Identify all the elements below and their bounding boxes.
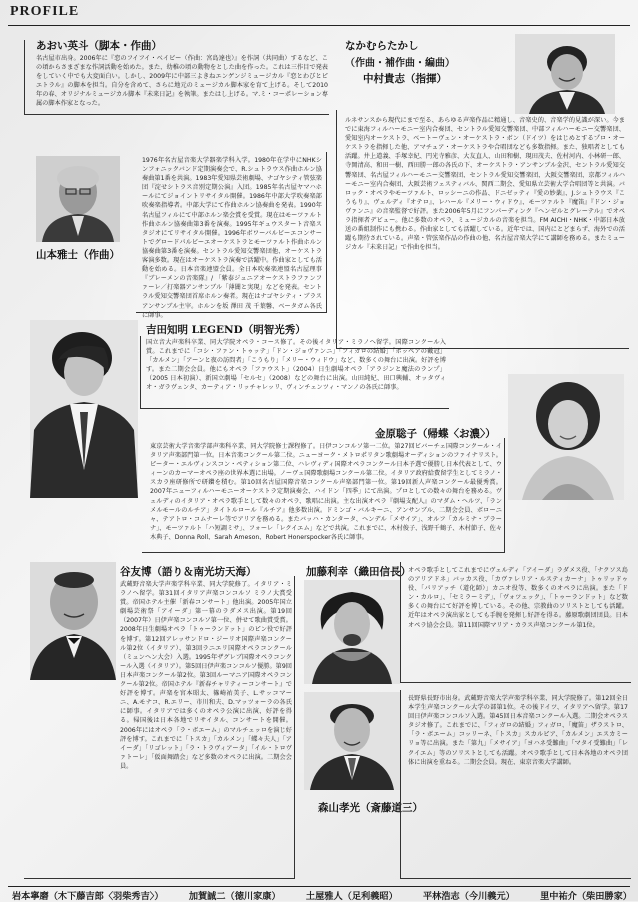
cast-item: 平林浩志（今川義元） [423,891,515,902]
profile-name-tani: 谷友博（語り＆南光坊天海） [120,566,257,578]
yoshida-photo [30,320,138,498]
nakamura-photo [515,34,615,114]
cast-item: 加賀誠二（徳川家康） [188,891,281,902]
cast-item: 里中祐介（柴田勝家） [540,891,632,902]
footer-rule [8,886,630,887]
portrait-image [515,34,615,114]
bracket-tani [24,576,295,879]
bracket-nakamura [336,110,629,349]
moriyama-photo [304,692,400,790]
profile-name-moriyama: 森山孝光（斎藤道三） [318,802,423,814]
profile-name-kanji: 中村貴志（指揮） [363,73,447,85]
profile-name-kanehara: 金原聡子（帰蝶〈お濃〉） [375,428,496,440]
bracket-yamamoto [136,152,327,319]
portrait-image [304,692,400,790]
profile-name-kato: 加藤利幸（織田信長） [306,566,411,578]
kanehara-photo [508,374,624,500]
header-rule [8,25,630,26]
portrait-image [30,320,138,498]
bracket-kanehara [142,438,505,553]
profile-bio-yoshida: 国立音大声楽科卒業、同大学院オペラ・コース修了。その後イタリア・ミラノへ留学。国際コンクール入賞。これまでに「コシ・ファン・トゥッテ」「ドン・ジョヴァンニ」「フィガロの結婚」「ボッベアの戴冠」「カルメン」「アーンと夜の訪問者」「こうもり」「メリー・ウィドウ」など、数多くの舞台に出演。好評を博す。また二期会会員。他にもオペラ「ファウスト」（2004）日生劇場オペラ「アラジンと魔法のランプ」（2005 日本初演）、新国立劇場「セルセ」（2008）などの舞台に出演。山田純紀、田口興輔、オッタヴィオ・ガラヴェンタ、カーティア・リッチャレッリ、ヴィンチェンツィ・マンノの各氏に師事。 [146,339,446,392]
cast-item: 岩本寧磨（木下藤吉郎〈羽柴秀吉〉） [12,891,164,902]
cast-item: 土屋雅人（足利義昭） [305,891,398,902]
profile-bio-kanehara: 東京芸術大学音楽学部声楽科卒業、同大学院修士課程修了。日伊コンコルソ第一二位。第27回ビバーチェ国際コンクール・イタリア声楽部門第一位。日本音楽コンクール第二位。ニューヨーク・メトロポリタン歌劇場オーディションのファイナリスト。ピーター・エルヴィンスコン・ペティション第二位、ハレヴィディ国際オペラコンクール日本予選で優勝し日本代表として、ウィーンのカーマーオペラ座の世界本選に出場。ノーヴェ国際歌劇場コンクール第二位。イタリア政府給費留学生としてミラノ・スカラ座研修所で研鑽を積む。第10回名古屋国際音楽コンクール声楽部門第一位。第19回新人声楽コンクール最優秀賞。2007年ニューフィルハーモニーオーケストラ定期演奏会、ハイドン「四季」にて出演。プロとしての数々の舞台を務める。ヴェルディのイタリア・オペラ歌手として数々のオペラ、歌唱に出演。主な出演オペラ『劇場支配人』のマダム・ヘルツ、「ランメルモールのルチア」タイトルロール『ルチア』他多数出演。ドミンゴ・バルキーニ、アンサンブル、二期会会員、ボローニャ、テアトロ・コムナーレ等でアリアを務める。またバッハ・カンタータ、ヘンデル「メサイア」、オルフ「カルミナ・ブラーナ」、モーツァルト「ハ短調ミサ」、フォーレ「レクイエム」などで共演。これまでに、木村俊子、浅野千鶴子、木村節子、佐々木典子、Donna Roll、Sarah Ameson、Robert Honerspocker各氏に師事。 [150,443,502,541]
profile-nakamura [345,38,495,86]
kato-photo [304,580,400,684]
portrait-image [304,580,400,684]
profile-bio-moriyama: 長野県長野市出身。武蔵野音楽大学声楽学科卒業、同大学院修了。第12回全日本学生声楽コンクール大学の部第1位。その後ドイツ、イタリアへ留学。第17回日伊声楽コンコルソ入選。第45回日本音楽コンクール入選。二期会オペラスタジオ修了。これまでに、「フィガロの結婚」フィガロ、「魔笛」ザラストロ、「ラ・ボエーム」コッリーネ、「トスカ」スカルピア、「カルメン」エスカミーリョ等に出演。また「第九」「メサイア」「ヨハネ受難曲」「マタイ受難曲」「レクイエム」等のソリストとしても活躍。オペラ歌手として日本各地のオペラ団体に出演を重ねる。二期会会員。現在、東京音楽大学講師。 [408,695,628,766]
bracket-moriyama [400,690,631,879]
cast-footer [12,888,632,902]
profile-name: あおい英斗（脚本・作曲） [36,40,162,52]
bracket-kato [400,562,631,683]
profile-role: （作曲・補作曲・編曲） [345,58,455,69]
page-title: PROFILE [10,4,80,19]
profile-name-yamamoto: 山本雅士（作曲） [36,249,120,261]
profile-bio: 名古屋市出身。2006年に『恋のフイフイ・ベイビー（作曲：宮島達也）』を作詞（共同曲）するなど、この頃からさまざまな作詞活動を始めた。また、幼稚の頃の動物をとした曲を作った。これは三作目で発表をしていく中でも大変面白い。しかし、2009年に中部三よきねエンゲンジミュージカル『恋とわびとピエトラル』の脚本を担当。自分を含めて、さらに地元のミュージカル脚本家を育て上げる。そして2010年の春、オリジナルミュージカル脚本『未来日記』を執筆。またはし上げる。マ.ミ・コーポレーション専属の脚本作家となった。 [36,55,328,108]
profile-bio-nakamura: ルネサンスから現代にまで至る、あらゆる声楽作品に精通し、音楽史的、音楽学的見識が深い。今までに東海フィルハーモニー室内合奏団、セントラル愛知交響楽団、中部フィルハーモニー交響楽団、愛知室内オーケストラ、ベートーヴェン・オーケストラ・ボン（ドイツ）をはじめとするプロ・オーケストラを指揮した他、アマチュア・オーケストラや合唱団なども多数指揮。また、独唱者としても活躍。井上道義、手塚幸紀、円光寺雅彦、大友直人、山田和樹、現田茂夫、佐村河内、小林研一郎、寺岡清高、和田一樹、西田勝一郎の各氏の下、オーケストラ・アンサンブル金沢、セントラル愛知交響楽団、名古屋フィルハーモニー交響楽団、セントラル愛知交響楽団、大阪交響楽団、京都フィルハーモニー室内合奏団、大阪芸術フェスティバル、関西二期会、愛知県立芸術大学合唱団等と共演。バロック・オペラやモーツァルト、ロッシーニの作品、ドニゼッティ『愛の妙薬』、J.シュトラウス『こうもり』、ヴェルディ『オテロ』、レハール『メリー・ウィドウ』、モーツァルト『魔笛』『ドン・ジョヴァンニ』の音楽監督で好評。また2006年5月にフンパーディンク『ヘンゼルとグレーテル』でオペラ指揮者デビュー。他に多数のオペラ、ミュージカルの音楽を担当。FM AICHI・NHK・中部日本放送の番組制作にも携わる。作曲家としても活躍している。近年では、国内にとどまらず、海外での活躍も期待されている。声楽・管弦楽作品の作曲の他、名古屋音楽大学にて講師を務める。またミュージカル『未来日記』で作曲を担当。 [345,117,625,252]
profile-bio-yamamoto: 1976年名古屋音楽大学器楽学科入学。1980年在学中にNHKシンフォニックバンド定期演奏会で、R.シュトラウス作曲ホルン協奏曲第1番を共演。1983年愛知県芸術劇場、ナゴヤシティ管弦楽団『淀せシトラス音別定期公演』入団。1985年名古屋ヤマハホールにてジョイントリサイタル開催。1986年中部大学吹奏楽部吹奏楽指導者。中部大学にて作曲ホルン協奏曲を発表。1990年名古屋フィルにて中部ホルン楽会賞を受賞。現在はモーツァルト作曲ホルン協奏曲第3番を演奏。1995年ギュウスタート音楽スタジオにてリサイタル開催。1996年ボワーバルビーエコンサートでグロードパルビーエオーケストラとモーツァルト作曲ホルン協奏曲第3番を演奏。セントラル愛知交響楽団他、オーケストラ客演多数。現在はオーケストラ演奏で活躍中。作曲家としても活動を始める。日本音楽連盟会員。全日本吹奏楽連盟名古屋理事 『ブレーメンの音楽隊』/ 「紫泰ジュニアオーケストラファンファーレ／打楽器アンサンブル「薄闇と実現」などを発表。セントラル愛知交響楽団首席ホルン奏者。現在はナゴヤシティ・ブラスアンサンブル主宰。ホルンを坂 澤田 茂 千葉馨、ベータガム各氏に師事。 [142,157,322,319]
portrait-image [36,156,120,242]
profile-bio-tani: 武蔵野音楽大学声楽学科卒業、同大学院修了。イタリア・ミラノへ留学。第31回イタリア声楽コンコルソ ミラノ大賞受賞。帝国ホテル主催「新春コンサート」他出演。2005年国立劇場芸術祭「アイーダ」第一幕のラダメス出演。第19回（2007年）日伊声楽コンコルソ第一位、併せて歌曲賞受賞。2008年日生劇場オペラ「トゥーランドット」のピン役で好評を博す。第12回アレッサンドロ・ジーリオ国際声楽コンクール第2位（イタリア）、第3回ラニエリ国際オペラコンクール（ミュンヘン大会）入選。1995年ザグレブ国際オペラコンクール入選（イタリア）。第5回日伊声楽コンコルソ優勝。第9回日本声楽コンクール第2位。第3回ルーマニア国際オペラコンクール第2位。帝国ホテル『新春チャリティーコンサート』で好評を博す。声楽を宮本昭太、篠崎祐美子、L.サッコマーニ、A.モナコ、R.エリー、市川和夫、D.マッツォーラの各氏に師事。イタリアでは多くのオペラ公演に出演、好評を得る。帰国後は日本各地でリサイタル、コンサートを開催。2006年にはオペラ「ラ・ボエーム」のマルチェッロを演じ好評を博す。これまでに「トスカ」「カルメン」「蝶々夫人」「アイーダ」「リゴレット」「ラ・トラヴィアータ」「イル・トロヴァトーレ」「仮面舞踏会」など多数のオペラに出演。二期会会員。 [120,581,292,770]
portrait-image [508,374,624,500]
profile-name-yoshida: 吉田知明 LEGEND（明智光秀） [146,324,306,336]
profile-bio-kato: オペラ歌手としてこれまでにヴェルディ「アイーダ」ラダメス役、「ナクソス島のアリアドネ」バッカス役、「カヴァレリア・ルスティカーナ」トゥリッドゥ役、「パリアッチ（道化師）」カニオ役等、数多くのオペラに出演。また「ドン・カルロ」、「セミラーミデ」、「ヴォツェック」、「トゥーランドット」など数多くの舞台にて好評を博している。その他、宗教曲のソリストとしても活躍。近年はオペラ演出家としても手腕を発揮し好評を得る。藤原歌劇団団員。日本オペラ協会会員。第11回国際マリア・カラス声楽コンクール第1位。 [408,567,628,629]
bracket-aoi [24,40,329,115]
bracket-yoshida [140,336,449,409]
yamamoto-photo [36,156,120,242]
profile-name-hiragana: なかむらたかし [345,40,419,52]
